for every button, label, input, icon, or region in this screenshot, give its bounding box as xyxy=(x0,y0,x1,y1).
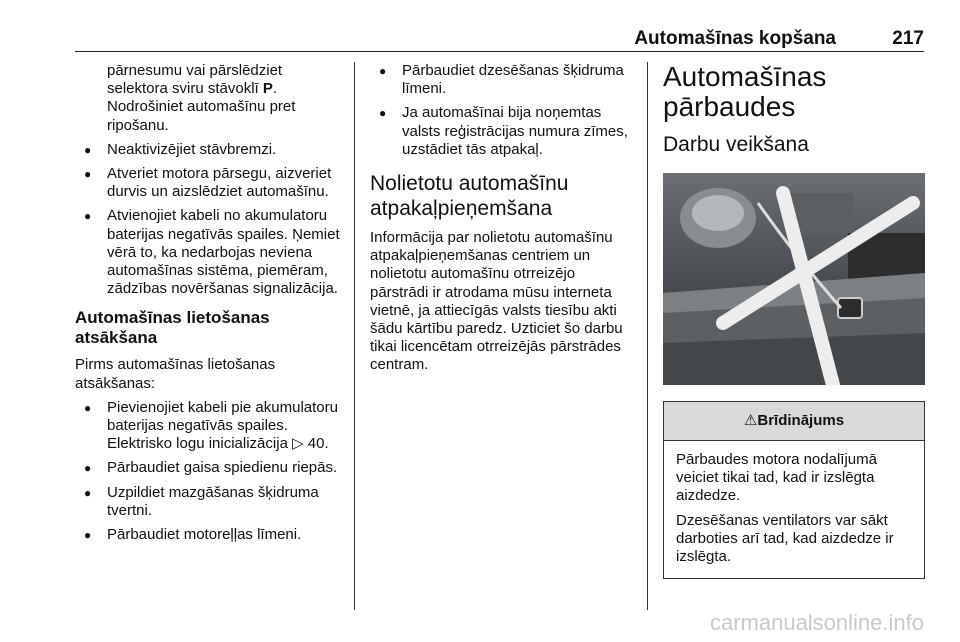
engine-bay-illustration xyxy=(663,173,925,385)
column-3 xyxy=(663,62,925,579)
storage-steps-list xyxy=(75,141,341,299)
column-divider-1 xyxy=(354,62,355,610)
section-heading-recycling: Nolietotu automašīnu atpakaļpieņemšana xyxy=(370,172,569,221)
page-number: 217 xyxy=(892,28,924,49)
list-item: ● Neaktivizējiet stāvbremzi. xyxy=(75,141,341,159)
warning-paragraph-2: Dzesēšanas ventilators var sākt darboties arī tad, kad aizdedze ir izslēgta. xyxy=(676,511,894,566)
list-item: ● Pievienojiet kabeli pie akumulatoru baterijas negatīvās spailes. Elektrisko logu inicializācija ▷ 40. xyxy=(75,399,341,454)
list-item: ● Atvienojiet kabeli no akumulatoru baterijas negatīvās spailes. Ņemiet vērā to, ka nedarbojas neviena automašīnas sistēma, piemēram, zādzības novēršanas signalizācija. xyxy=(75,207,341,298)
warning-body xyxy=(664,441,924,578)
header-rule xyxy=(75,51,924,52)
list-item: ● Uzpildiet mazgāšanas šķidruma tvertni. xyxy=(75,484,341,520)
continued-text-end: . Nodrošiniet automašīnu pret ripošanu. xyxy=(107,80,296,134)
watermark: carmanualsonline.info xyxy=(709,610,924,635)
continued-text-start: pārnesumu vai pārslēdziet selektora sviru stāvoklī xyxy=(107,62,283,98)
warning-box xyxy=(663,401,925,579)
warning-paragraph-1: Pārbaudes motora nodalījumā veiciet tikai tad, kad ir izslēgta aizdedze. xyxy=(676,451,877,505)
list-item: ● Atveriet motora pārsegu, aizveriet durvis un aizslēdziet automašīnu. xyxy=(75,165,341,201)
gear-position-p: P xyxy=(262,80,273,98)
engine-bay-photo xyxy=(663,173,925,385)
continued-text xyxy=(75,62,341,135)
section-heading-resume: Automašīnas lietošanas atsākšana xyxy=(75,308,270,348)
list-item: ● Pārbaudiet gaisa spiedienu riepās. xyxy=(75,459,341,477)
list-item: ● Ja automašīnai bija noņemtas valsts reģistrācijas numura zīmes, uzstādiet tās atpakaļ. xyxy=(370,104,635,159)
column-1 xyxy=(75,62,341,550)
page-header xyxy=(75,22,924,52)
list-item: ● Pārbaudiet motoreļļas līmeni. xyxy=(75,526,341,544)
column-divider-2 xyxy=(647,62,648,610)
chapter-title: Automašīnas pārbaudes xyxy=(663,61,827,122)
resume-steps-list xyxy=(75,399,341,544)
header-title: Automašīnas kopšana xyxy=(634,28,836,49)
recycling-body: Informācija par nolietotu automašīnu atpakaļpieņemšanas centriem un nolietotu automašīnu otrreizējo pārstrādi ir atrodama mūsu interneta vietnē, ja attiecīgās valsts tiesību akti šādu kārtību paredz. Uzticiet šo darbu tikai licencētam otrreizējās pārstrādes centram. xyxy=(370,229,623,374)
resume-steps-list-cont xyxy=(370,62,635,159)
column-2 xyxy=(370,62,635,381)
resume-intro: Pirms automašīnas lietošanas atsākšanas: xyxy=(75,356,276,392)
warning-title: ⚠Brīdinājums xyxy=(664,402,924,441)
list-item: ● Pārbaudiet dzesēšanas šķidruma līmeni. xyxy=(370,62,635,98)
section-heading-performing-work: Darbu veikšana xyxy=(663,133,809,156)
